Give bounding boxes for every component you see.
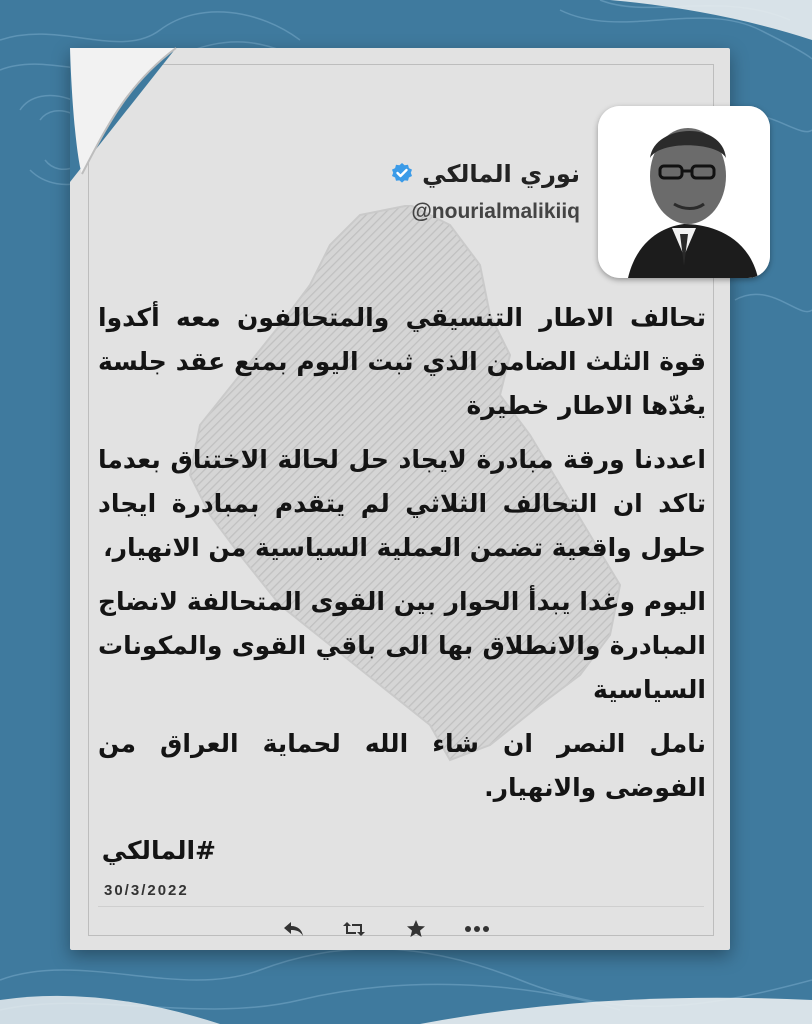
tweet-paragraph: نامل النصر ان شاء الله لحماية العراق من الفوضى والانهيار. — [98, 729, 706, 802]
tweet-body — [98, 296, 706, 820]
more-icon — [464, 925, 490, 933]
tweet-paragraph: اليوم وغدا يبدأ الحوار بين القوى المتحالفة لانضاج المبادرة والانطلاق بها الى باقي القوى والمكونات السياسية — [98, 587, 706, 704]
reply-button[interactable] — [280, 916, 306, 942]
tweet-date: 30/3/2022 — [104, 882, 189, 899]
retweet-button[interactable] — [341, 916, 367, 942]
page-curl — [68, 44, 178, 184]
verified-badge-icon — [390, 162, 414, 186]
profile-portrait — [598, 106, 770, 278]
divider — [98, 906, 704, 907]
profile-name[interactable]: نوري المالكي — [422, 160, 580, 188]
tweet-actions — [280, 915, 490, 943]
profile-name-row[interactable] — [390, 156, 580, 192]
tweet-paragraph: اعددنا ورقة مبادرة لايجاد حل لحالة الاختناق بعدما تاكد ان التحالف الثلاثي لم يتقدم بمبادرة ايجاد حلول واقعية تضمن العملية السياسية من الانهيار، — [98, 445, 706, 562]
profile-handle[interactable]: @nourialmalikiiq — [411, 200, 580, 223]
avatar[interactable] — [598, 106, 770, 278]
tweet-paragraph: تحالف الاطار التنسيقي والمتحالفون معه أكدوا قوة الثلث الضامن الذي ثبت اليوم بمنع عقد جلسة يعُدّها الاطار خطيرة — [98, 303, 706, 420]
retweet-icon — [342, 920, 366, 938]
hashtag-link[interactable]: #المالكي — [101, 836, 216, 865]
reply-icon — [282, 920, 304, 938]
more-button[interactable] — [464, 916, 490, 942]
star-icon — [406, 919, 426, 939]
favorite-button[interactable] — [403, 916, 429, 942]
